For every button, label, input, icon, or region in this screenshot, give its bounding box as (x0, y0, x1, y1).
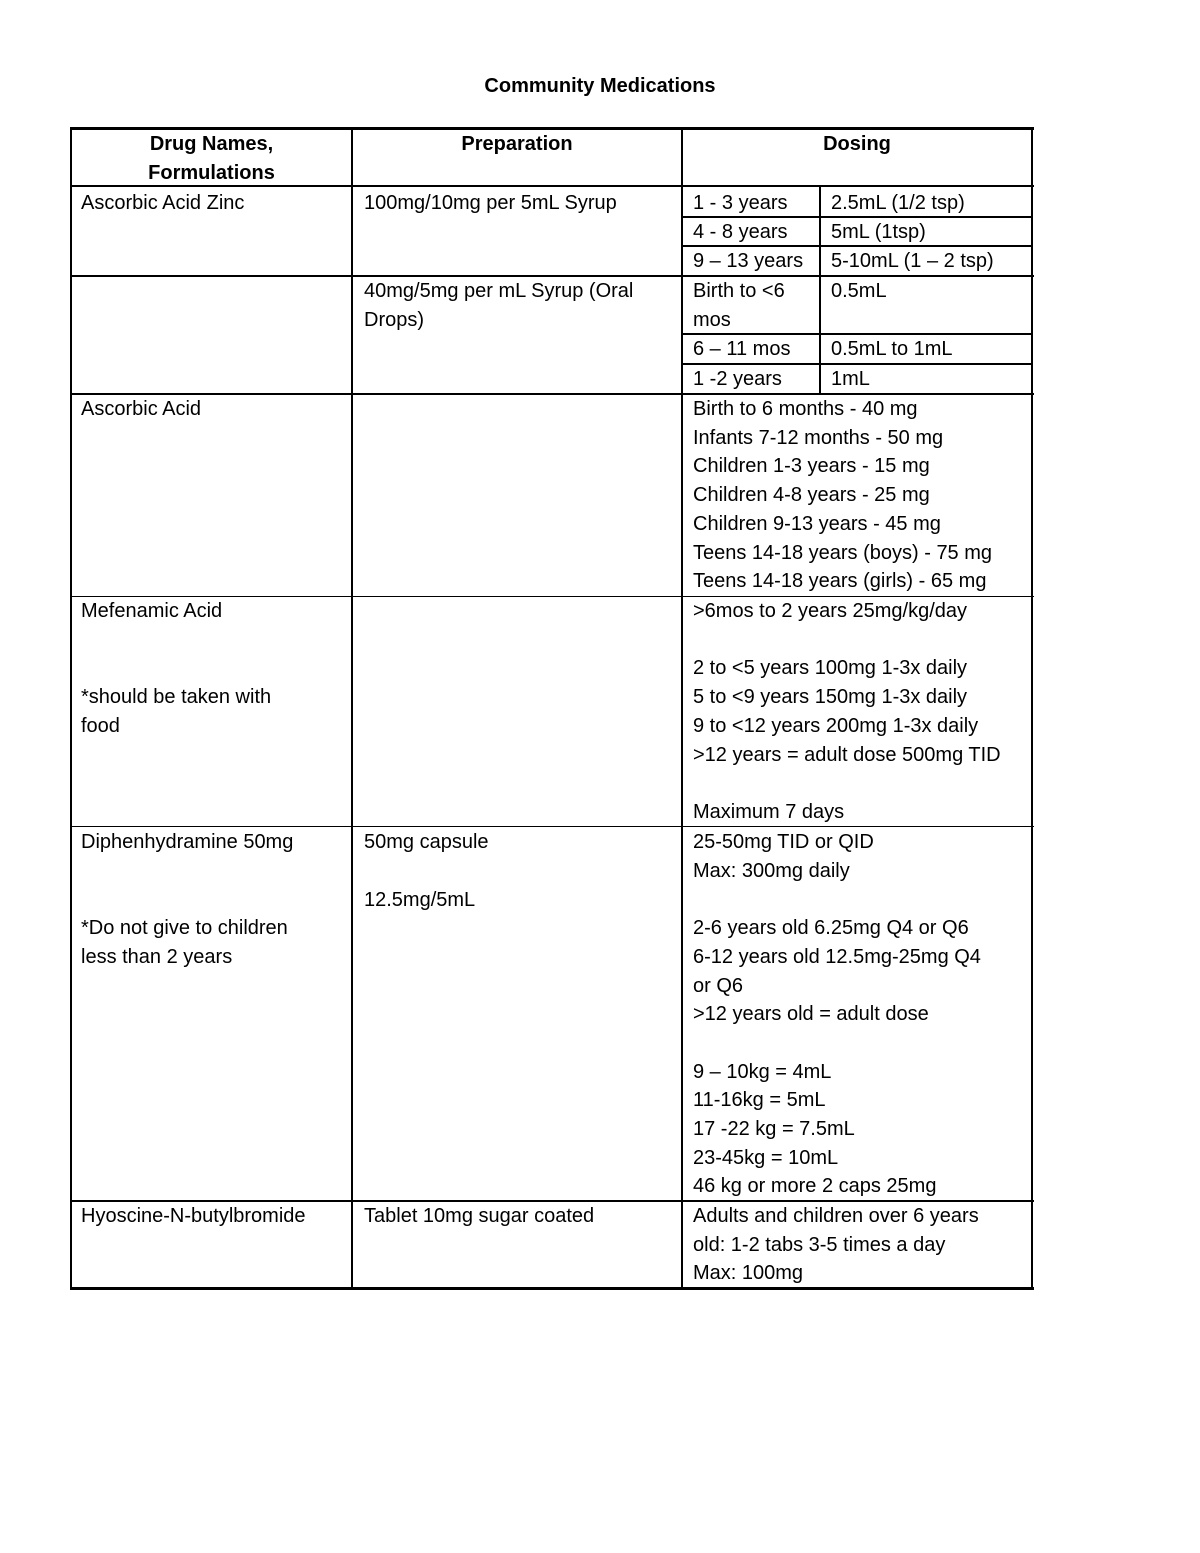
table-border-left (70, 127, 72, 1290)
preparation-text: 50mg capsule (364, 831, 489, 853)
dose-age: 1 -2 years (693, 368, 782, 390)
document-title: Community Medications (484, 75, 716, 97)
drug-name: Hyoscine-N-butylbromide (81, 1205, 306, 1227)
dose-age: Birth to <6 mos (693, 280, 785, 331)
dose-age: 6 – 11 mos (693, 338, 791, 360)
dose-age: 4 - 8 years (693, 221, 788, 243)
drug-name: Ascorbic Acid (81, 398, 202, 420)
preparation-text: 12.5mg/5mL (364, 889, 476, 911)
dose-amount: 5mL (1tsp) (831, 221, 926, 243)
dose-age: 1 - 3 years (693, 192, 788, 214)
dose-amount: 1mL (831, 368, 870, 390)
dose-amount: 2.5mL (1/2 tsp) (831, 192, 965, 214)
preparation-text: 100mg/10mg per 5mL Syrup (364, 192, 617, 214)
dosing-text: Adults and children over 6 years old: 1-2 tabs 3-5 times a day Max: 100mg (693, 1205, 979, 1285)
dose-amount: 5-10mL (1 – 2 tsp) (831, 250, 994, 272)
dose-age: 9 – 13 years (693, 250, 804, 272)
preparation-text: 40mg/5mg per mL Syrup (Oral Drops) (364, 280, 634, 331)
drug-name: Mefenamic Acid (81, 600, 223, 622)
dose-amount: 0.5mL to 1mL (831, 338, 953, 360)
drug-note: *should be taken with food (81, 686, 272, 737)
column-divider-1 (351, 127, 353, 1290)
drug-name: Diphenhydramine 50mg (81, 831, 294, 853)
table-border-right (1031, 127, 1033, 1290)
preparation-text: Tablet 10mg sugar coated (364, 1205, 595, 1227)
dose-amount: 0.5mL (831, 280, 887, 302)
header-dosing: Dosing (823, 133, 891, 155)
drug-name: Ascorbic Acid Zinc (81, 192, 245, 214)
dosing-text: 25-50mg TID or QID Max: 300mg daily 2-6 years old 6.25mg Q4 or Q6 6-12 years old 12.5mg-25mg Q4 or Q6 >12 years old = adult dose 9 – 10kg = 4mL 11-16kg = 5mL 17 -22 kg = 7.5mL 23-45kg = 10mL 46 kg or more 2 caps 25mg (693, 831, 981, 1198)
drug-note: *Do not give to children less than 2 years (81, 917, 288, 968)
dosing-text: Birth to 6 months - 40 mg Infants 7-12 months - 50 mg Children 1-3 years - 15 mg Children 4-8 years - 25 mg Children 9-13 years - 45 mg Teens 14-18 years (boys) - 75 mg Teens 14-18 years (girls) - 65 mg (693, 398, 993, 593)
dosing-text: >6mos to 2 years 25mg/kg/day 2 to <5 years 100mg 1-3x daily 5 to <9 years 150mg 1-3x daily 9 to <12 years 200mg 1-3x daily >12 years = adult dose 500mg TID Maximum 7 days (693, 600, 1001, 823)
column-divider-2 (681, 127, 683, 1290)
header-drug-names: Drug Names, Formulations (148, 133, 275, 184)
header-preparation: Preparation (461, 133, 573, 155)
